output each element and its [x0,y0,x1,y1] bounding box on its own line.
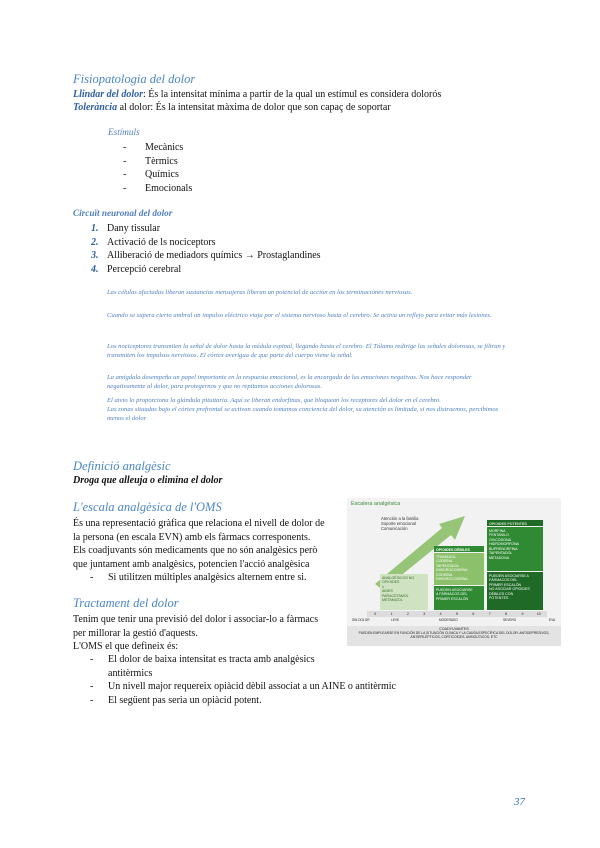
pain-scale-tick: 0 [374,612,377,616]
pain-scale-tick: 3 [423,612,426,616]
pain-scale-tick: 4 [439,612,442,616]
scale-label: MODERADO [439,618,458,622]
list-item: - Si utilitzen múltiples analgèsics alternem entre si. [90,572,307,583]
pain-scale-tick: 9 [521,612,524,616]
ladder-step-3-header: OPIOIDES POTENTES [487,520,543,526]
pain-scale-tick: 2 [406,612,409,616]
circuit-note-6: Las zonas situadas bajo el córtex prefrontal se activan cuando tomamos conciencia del dolor, su atención es limitada, si nos distraemos, percibimos menos el dolor [107,406,499,423]
circuit-note-5: El atvio lo proporciona la glándula pituitaria. Aquí se liberan endorfinas, que bloquean los receptores del dolor en el cerebro. [107,397,441,404]
llindar-text: : És la intensitat mínima a partir de la qual un estímul es considera dolorós [143,89,442,100]
section-title-analgesic: Definició analgèsic [73,459,171,473]
tolerancia-line [73,101,391,115]
list-item: 1. Dany tissular [91,223,161,234]
section-title-fisiopatologia: Fisiopatologia del dolor [73,72,196,86]
llindar-term: Llindar del dolor [73,89,144,100]
page-number: 37 [514,796,525,808]
pain-scale-tick: 1 [390,612,393,616]
pain-scale-tick: 8 [505,612,508,616]
section-title-escala: L'escala analgèsica de l'OMS [73,500,222,514]
ladder-step-3-note: PUEDEN ASOCIARSE A FÁRMACOS DEL PRIMER ESCALÓN NO ASOCIAR OPIOIDES DÉBILES CON POTENTES [487,572,543,610]
list-item: 2. Activació de ls nociceptors [91,236,216,248]
estimuls-list [123,141,193,195]
llindar-line [73,88,441,102]
scale-label: EVA [549,618,556,622]
list-item: - Un nivell major requereix opiàcid dèbil associat a un AINE o antitèrmic [90,681,396,692]
list-item: 3. Alliberació de mediadors químics → Prostaglandines [91,250,321,261]
scale-label: SEVERO [503,618,517,622]
scale-label: SIN DOLOR [352,618,370,622]
tractament-paragraph: Tenim que tenir una previsió del dolor i associar-lo a fàrmacs per millorar la gestió d'aquests. L'OMS el que defineix és: [73,614,319,652]
analgesic-definition: Droga que alleuja o elimina el dolor [73,475,223,486]
figure-footer-title: COADYUVANTES [439,627,469,631]
tractament-bullets [90,653,396,707]
list-item: - El dolor de baixa intensitat es tracta amb analgèsics antitèrmics [90,654,315,679]
circuit-note-1: Las células afectadas liberan sustancias mensajeras liberan un potencial de acción en las terminaciones nerviosas. [107,289,413,296]
ladder-step-3: MORFINA FENTANILO OXICODONA HIDROMORFONA BUPRENORFINA TAPENTADOL METADONA [487,527,543,571]
circuit-note-3: Los nociceptores transmiten la señal de dolor hasta la médula espinal, llegando hasta el cerebro. El Tálamo redirige las señales dolorosas, se filtran y transmiten los impulsos nerviosos. El córtex averigua de que parte del cuerpo viene la señal. [107,343,506,360]
ladder-step-2-note: PUEDEN ASOCIARSE A FÁRMACOS DEL PRIMER ESCALÓN [434,586,484,610]
estimuls-title: Estímuls [108,127,140,137]
pain-scale-tick: 5 [456,612,458,616]
list-item: - El següent pas seria un opiàcid potent. [90,694,262,706]
figure-arrow-text: Atención a la familia Soporte emocional Comunicación [381,515,419,531]
circuit-steps [91,222,321,276]
tolerancia-text: al dolor: És la intensitat màxima de dolor que son capaç de soportar [117,102,391,113]
circuit-note-2: Cuando se supera cierto umbral un impulso eléctrico viaja por el sistema nervioso hasta el cerebro. Se activa un reflejo para evitar más lesiones. [107,312,492,319]
ladder-step-1: ANALGÉSICOS NO OPIOIDES ± AINES PARACETAMOL METAMIZOL [380,574,428,610]
pain-scale-tick: 10 [536,612,541,616]
list-item: - Mecànics [123,142,184,153]
section-title-tractament: Tractament del dolor [73,596,179,610]
list-item: - Tèrmics [123,155,178,167]
list-item: - Químics [123,169,179,180]
scale-label: LEVE [391,618,400,622]
escala-bullets [90,571,307,585]
pain-scale-tick: 7 [488,612,491,616]
list-item: 4. Percepció cerebral [91,263,182,275]
ladder-step-2-header: OPIOIDES DÉBILES [434,546,484,552]
list-item: - Emocionals [123,182,193,194]
analgesic-ladder-figure [347,498,561,646]
figure-footer-text: PUEDEN EMPLEARSE EN FUNCIÓN DE LA SITUACIÓN CLÍNICA Y LA CAUSA ESPECÍFICA DEL DOLOR: ANTIDEPRESIVOS, ANTIEPILÉPTICOS, CORTICOIDES, ANSIOLÍTICOS, ETC [358,631,550,640]
pain-scale-tick: 6 [472,612,475,616]
tolerancia-term: Tolerància [73,102,118,113]
ladder-step-2: TRAMADOL CODEÍNA TAPENTADOL DIHIDROCODEÍNA CODEÍNA DIHIDROCODEÍNA [434,553,484,585]
circuit-note-4: La amígdala desempeña un papel importante en la respuesta emocional, es la encargada de las emociones negativas. Nos hace responder negativamente al dolor, para protegernos y que no repitamos acciones dolorosas. [107,374,472,391]
figure-title: Escalera analgésica [351,501,401,507]
escala-paragraph: És una representació gràfica que relaciona el nivell de dolor de la persona (en escala EVN) amb els fàrmacs corresponents. Els coadjuvants són medicaments que no són analgèsics però que juntament amb analgèsics, potencien l'acció analgèsica [73,518,325,570]
circuit-title: Circuït neuronal del dolor [73,208,173,218]
figure-footer [347,626,561,646]
